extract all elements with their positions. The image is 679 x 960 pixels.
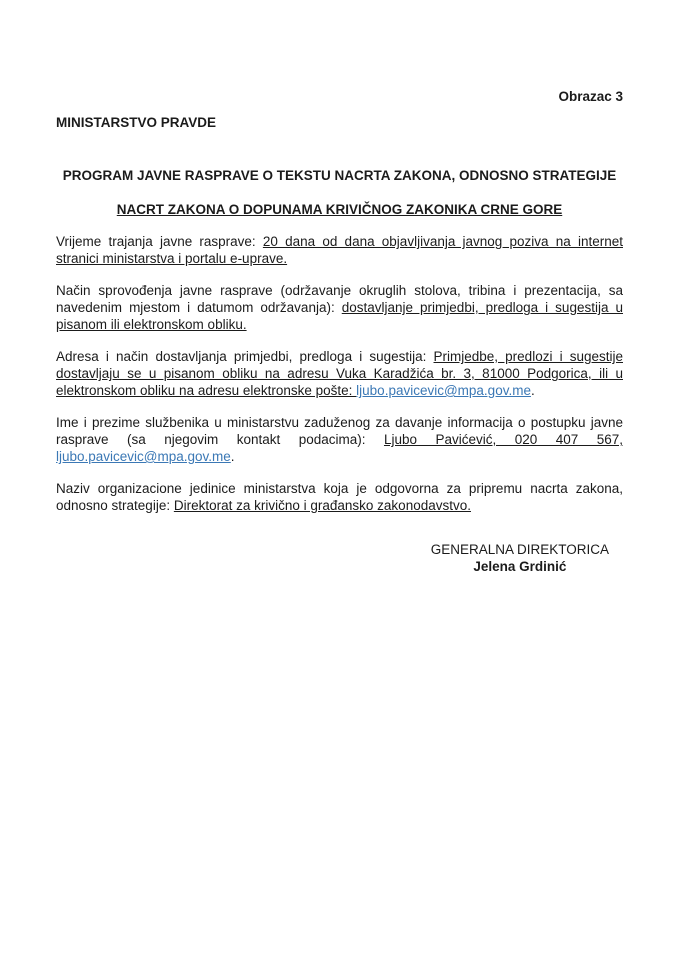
unit-value: Direktorat za krivično i građansko zakonodavstvo. — [173, 498, 471, 513]
signature-block — [56, 541, 623, 575]
paragraph-duration — [56, 233, 623, 267]
duration-label: Vrijeme trajanja javne rasprave: — [56, 234, 263, 249]
duration-value: 20 dana od dana objavljivanja javnog poziva na internet stranici ministarstva i portalu e-uprave. — [56, 234, 623, 266]
contact-suffix: . — [230, 449, 235, 464]
method-label: Način sprovođenja javne rasprave (održavanje okruglih stolova, tribina i prezentacija, sa navedenim mjestom i datumom održavanja): — [56, 283, 623, 315]
method-value: dostavljanje primjedbi, predloga i sugestija u pisanom ili elektronskom obliku. — [56, 300, 623, 332]
paragraph-contact — [56, 414, 623, 465]
document-title: PROGRAM JAVNE RASPRAVE O TEKSTU NACRTA ZAKONA, ODNOSNO STRATEGIJE — [62, 168, 617, 183]
unit-label: Naziv organizacione jedinice ministarstva koja je odgovorna za pripremu nacrta zakona, odnosno strategije: — [56, 481, 623, 513]
signature-inner — [431, 541, 609, 575]
document-subtitle: NACRT ZAKONA O DOPUNAMA KRIVIČNOG ZAKONIKA CRNE GORE — [116, 202, 563, 217]
address-value: Primjedbe, predlozi i sugestije dostavljaju se u pisanom obliku na adresu Vuka Karadžića br. 3, 81000 Podgorica, ili u elektronskom obliku na adresu elektronske pošte: — [56, 349, 623, 398]
ministry-name: MINISTARSTVO PRAVDE — [56, 115, 217, 130]
form-number-label: Obrazac 3 — [558, 89, 623, 104]
signature-role: GENERALNA DIREKTORICA — [430, 542, 609, 557]
contact-value: Ljubo Pavićević, 020 407 567, — [383, 432, 623, 447]
address-suffix: . — [530, 383, 535, 398]
contact-label: Ime i prezime službenika u ministarstvu zaduženog za davanje informacija o postupku javne rasprave (sa njegovim kontakt podacima): — [56, 415, 623, 447]
email-link-address[interactable]: ljubo.pavicevic@mpa.gov.me — [356, 383, 531, 398]
paragraph-unit — [56, 480, 623, 514]
paragraph-address — [56, 348, 623, 399]
paragraph-method — [56, 282, 623, 333]
signature-name: Jelena Grdinić — [473, 559, 567, 574]
address-label: Adresa i način dostavljanja primjedbi, predloga i sugestija: — [56, 349, 434, 364]
email-link-contact[interactable]: ljubo.pavicevic@mpa.gov.me — [56, 449, 231, 464]
